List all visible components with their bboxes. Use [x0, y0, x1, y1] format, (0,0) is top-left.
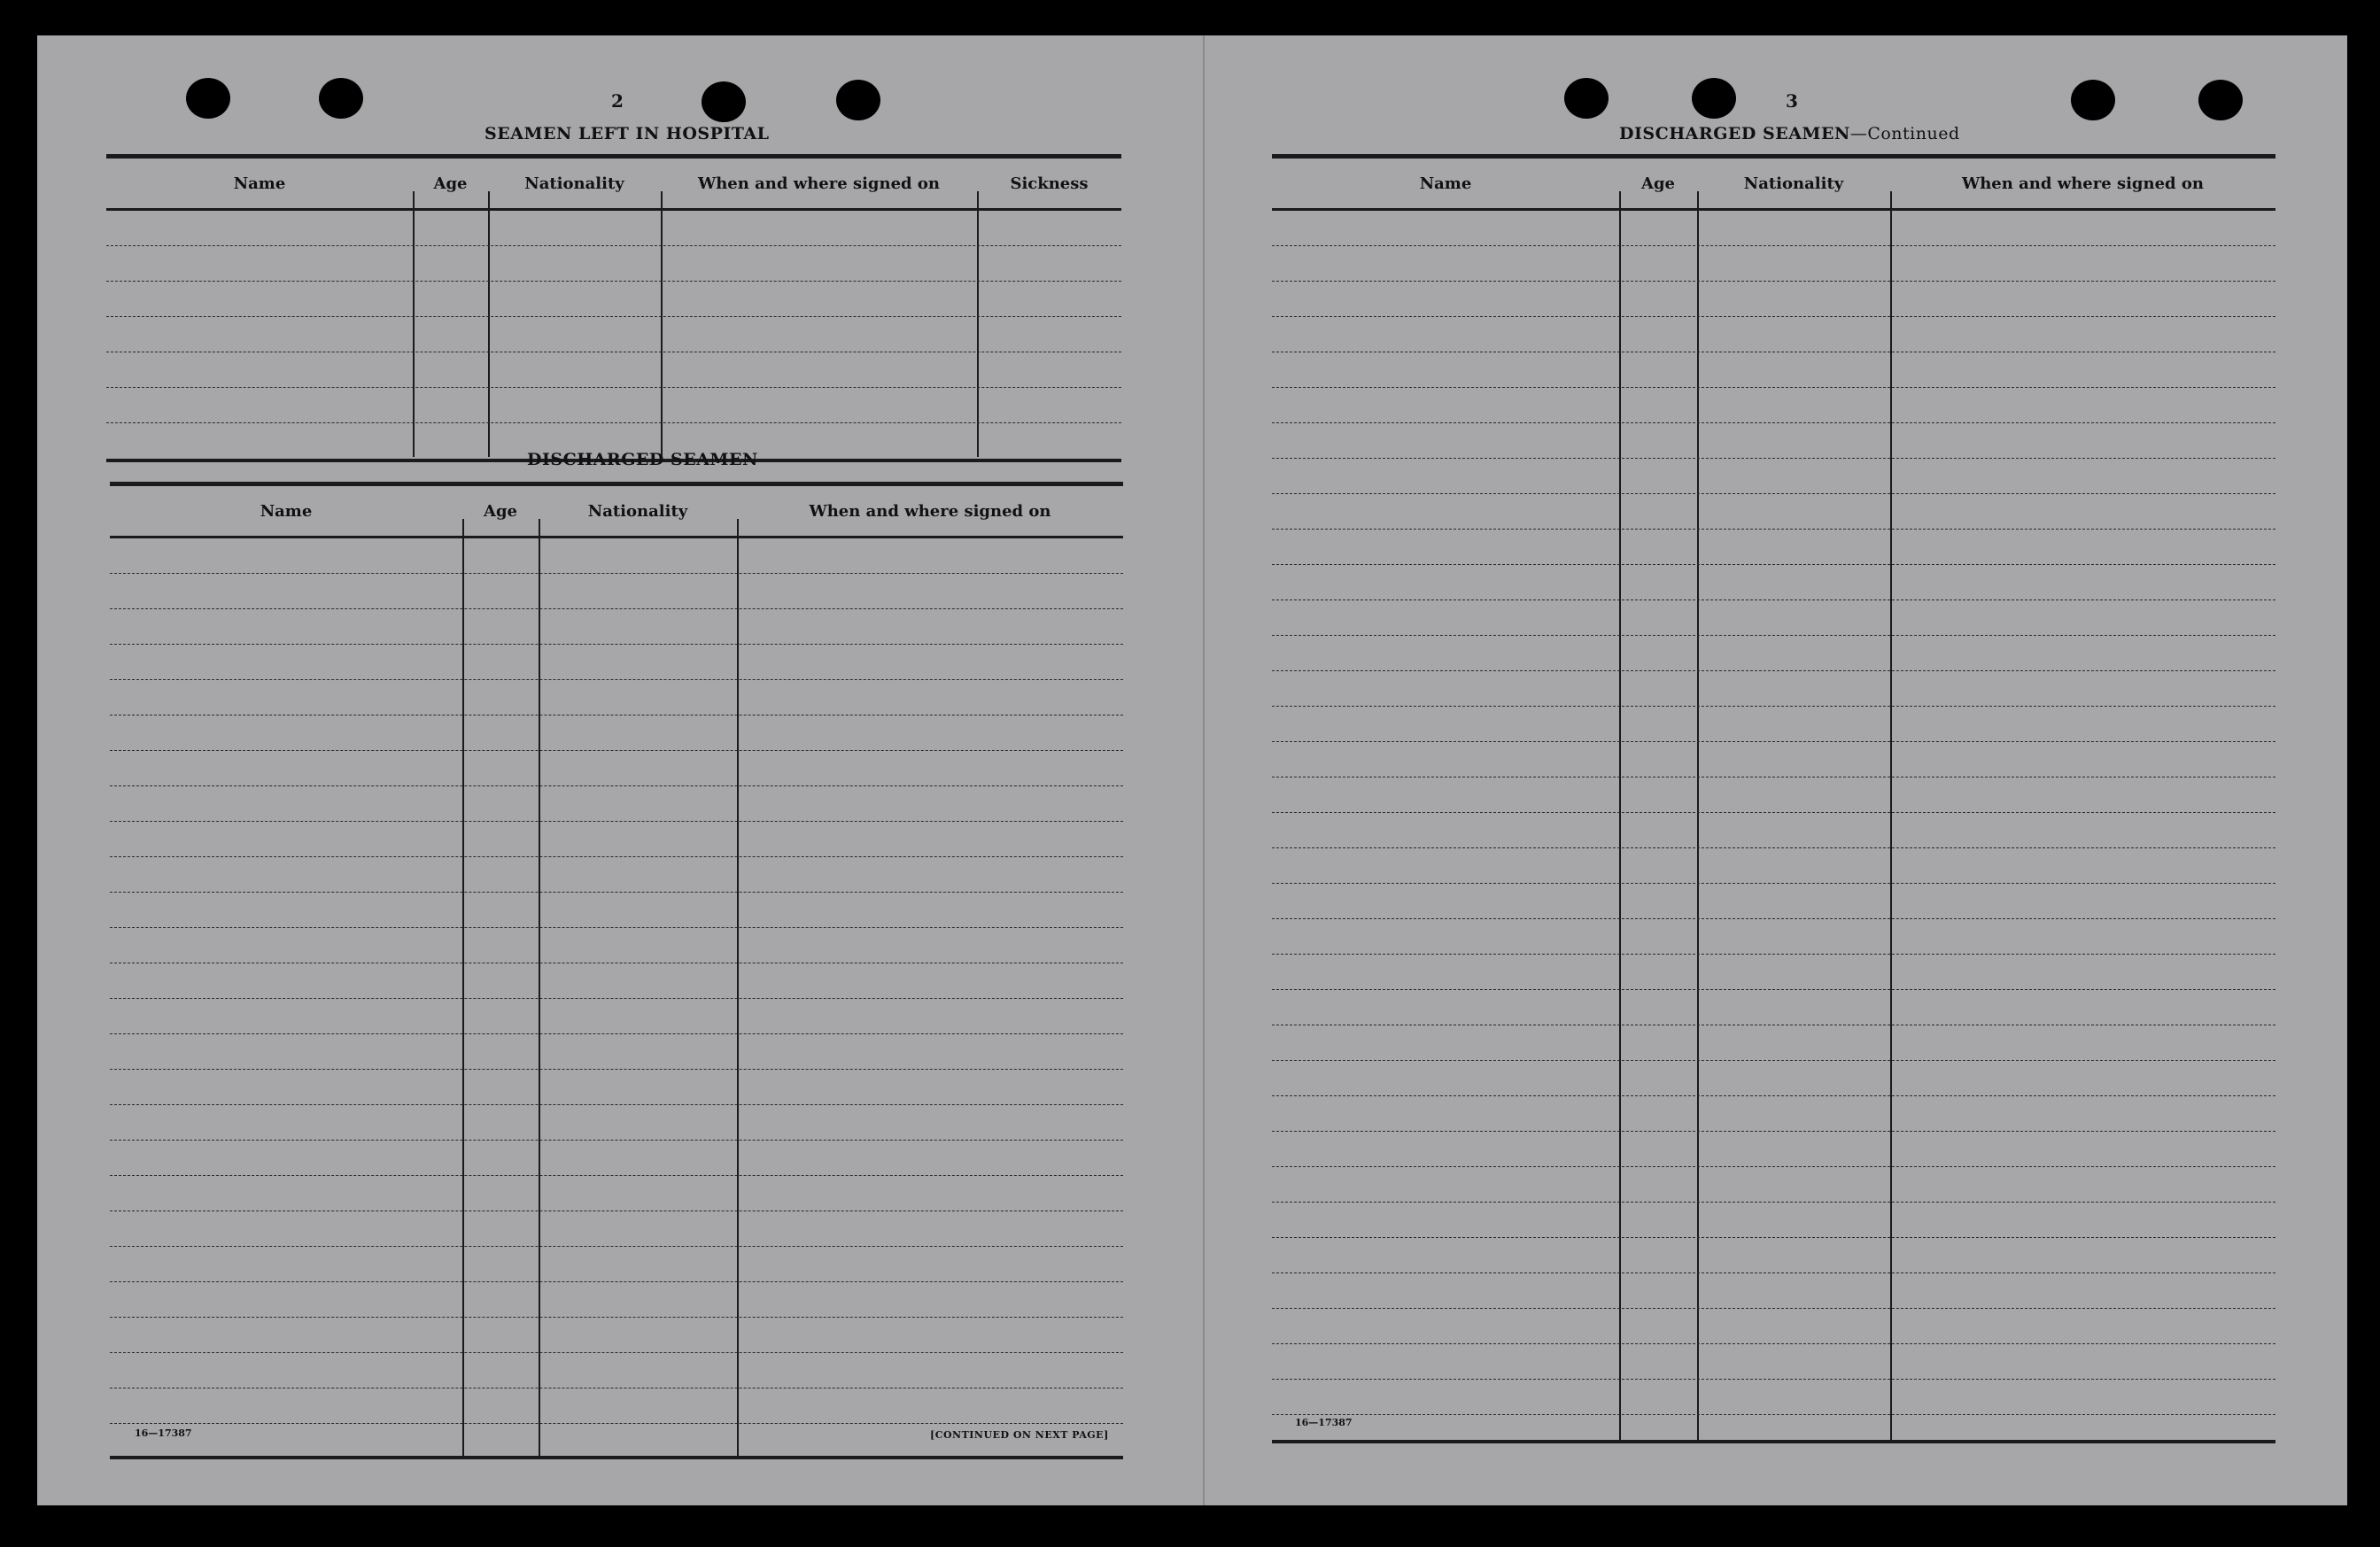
left-page	[37, 35, 1205, 1505]
table-row	[1272, 1238, 2275, 1273]
punch-hole	[186, 78, 230, 119]
table-row	[110, 857, 1123, 893]
table-row	[110, 1070, 1123, 1105]
table-row	[1272, 955, 2275, 990]
table-header	[1272, 159, 2275, 211]
table-row	[106, 246, 1121, 282]
table-row	[1272, 246, 2275, 282]
table-row	[1272, 1273, 2275, 1309]
column-header-signed-on: When and where signed on	[698, 174, 940, 193]
table-row	[1272, 884, 2275, 919]
table-row	[106, 388, 1121, 423]
table-row	[1272, 636, 2275, 671]
table-row	[110, 609, 1123, 645]
table-row	[1272, 352, 2275, 388]
punch-hole	[319, 78, 363, 119]
table-row	[1272, 423, 2275, 459]
column-header-age: Age	[433, 174, 468, 193]
table-header	[106, 159, 1121, 211]
column-header-name: Name	[233, 174, 286, 193]
table-row	[1272, 317, 2275, 352]
table-row	[1272, 742, 2275, 777]
table-row	[110, 963, 1123, 999]
table-row	[1272, 282, 2275, 317]
table-row	[110, 1211, 1123, 1247]
table-row	[1272, 1380, 2275, 1415]
table-row	[106, 317, 1121, 352]
table-row	[1272, 1061, 2275, 1096]
table-row	[110, 574, 1123, 609]
column-header-age: Age	[483, 501, 517, 521]
column-header-signed-on: When and where signed on	[1962, 174, 2204, 193]
form-number: 16—17387	[135, 1427, 192, 1439]
table-row	[110, 1318, 1123, 1353]
discharged-continued-table	[1272, 154, 2275, 1456]
title-main: DISCHARGED SEAMEN	[1619, 124, 1850, 143]
table-row	[1272, 600, 2275, 636]
title-suffix: —Continued	[1849, 124, 1960, 143]
column-header-name: Name	[1419, 174, 1472, 193]
table-header	[110, 486, 1123, 538]
page-number: 2	[611, 90, 624, 112]
table-row	[110, 893, 1123, 928]
table-row	[1272, 1344, 2275, 1380]
column-header-nationality: Nationality	[524, 174, 624, 193]
right-page	[1205, 35, 2347, 1505]
table-row	[1272, 459, 2275, 494]
table-row	[1272, 848, 2275, 884]
table-row	[110, 1176, 1123, 1211]
table-row	[106, 282, 1121, 317]
table-row	[110, 786, 1123, 822]
table-row	[110, 751, 1123, 786]
column-header-signed-on: When and where signed on	[809, 501, 1051, 521]
punch-hole	[2071, 80, 2115, 120]
discharged-table	[110, 482, 1123, 1465]
hospital-table	[106, 154, 1121, 464]
table-row	[110, 645, 1123, 680]
table-row	[1272, 1132, 2275, 1167]
table-row	[110, 1247, 1123, 1282]
table-row	[110, 1141, 1123, 1176]
table-row	[1272, 813, 2275, 848]
punch-hole	[2198, 80, 2243, 120]
table-row	[1272, 565, 2275, 600]
table-row	[106, 211, 1121, 246]
punch-hole	[702, 81, 746, 122]
column-header-nationality: Nationality	[587, 501, 688, 521]
table-row	[1272, 777, 2275, 813]
table-row	[1272, 1203, 2275, 1238]
table-row	[110, 715, 1123, 751]
punch-hole	[836, 80, 880, 120]
table-row	[110, 680, 1123, 715]
page-number: 3	[1786, 90, 1798, 112]
table-row	[110, 822, 1123, 857]
table-row	[110, 1282, 1123, 1318]
table-row	[1272, 530, 2275, 565]
table-row	[1272, 1096, 2275, 1132]
table-bottom-rule	[1272, 1440, 2275, 1443]
table-row	[110, 538, 1123, 574]
table-row	[1272, 494, 2275, 530]
table-row	[1272, 919, 2275, 955]
table-row	[1272, 671, 2275, 707]
table-row	[1272, 707, 2275, 742]
column-header-age: Age	[1640, 174, 1675, 193]
table-row	[1272, 388, 2275, 423]
column-header-sickness: Sickness	[1010, 174, 1089, 193]
table-row	[1272, 990, 2275, 1025]
punch-hole	[1564, 78, 1609, 119]
column-header-nationality: Nationality	[1743, 174, 1844, 193]
table-row	[110, 1105, 1123, 1141]
column-header-name: Name	[260, 501, 313, 521]
table-row	[110, 999, 1123, 1034]
discharged-continued-title	[1619, 124, 1960, 143]
table-row	[110, 1388, 1123, 1424]
table-row	[1272, 1167, 2275, 1203]
punch-hole	[1692, 78, 1736, 119]
table-row	[110, 928, 1123, 963]
form-number: 16—17387	[1295, 1417, 1353, 1428]
table-row	[1272, 1309, 2275, 1344]
continued-note: [CONTINUED ON NEXT PAGE]	[930, 1429, 1109, 1441]
table-bottom-rule	[110, 1456, 1123, 1459]
table-row	[110, 1034, 1123, 1070]
table-row	[1272, 1025, 2275, 1061]
hospital-section-title: SEAMEN LEFT IN HOSPITAL	[485, 124, 770, 143]
table-row	[1272, 211, 2275, 246]
discharged-section-title: DISCHARGED SEAMEN	[527, 450, 758, 469]
table-row	[110, 1353, 1123, 1388]
table-row	[106, 352, 1121, 388]
